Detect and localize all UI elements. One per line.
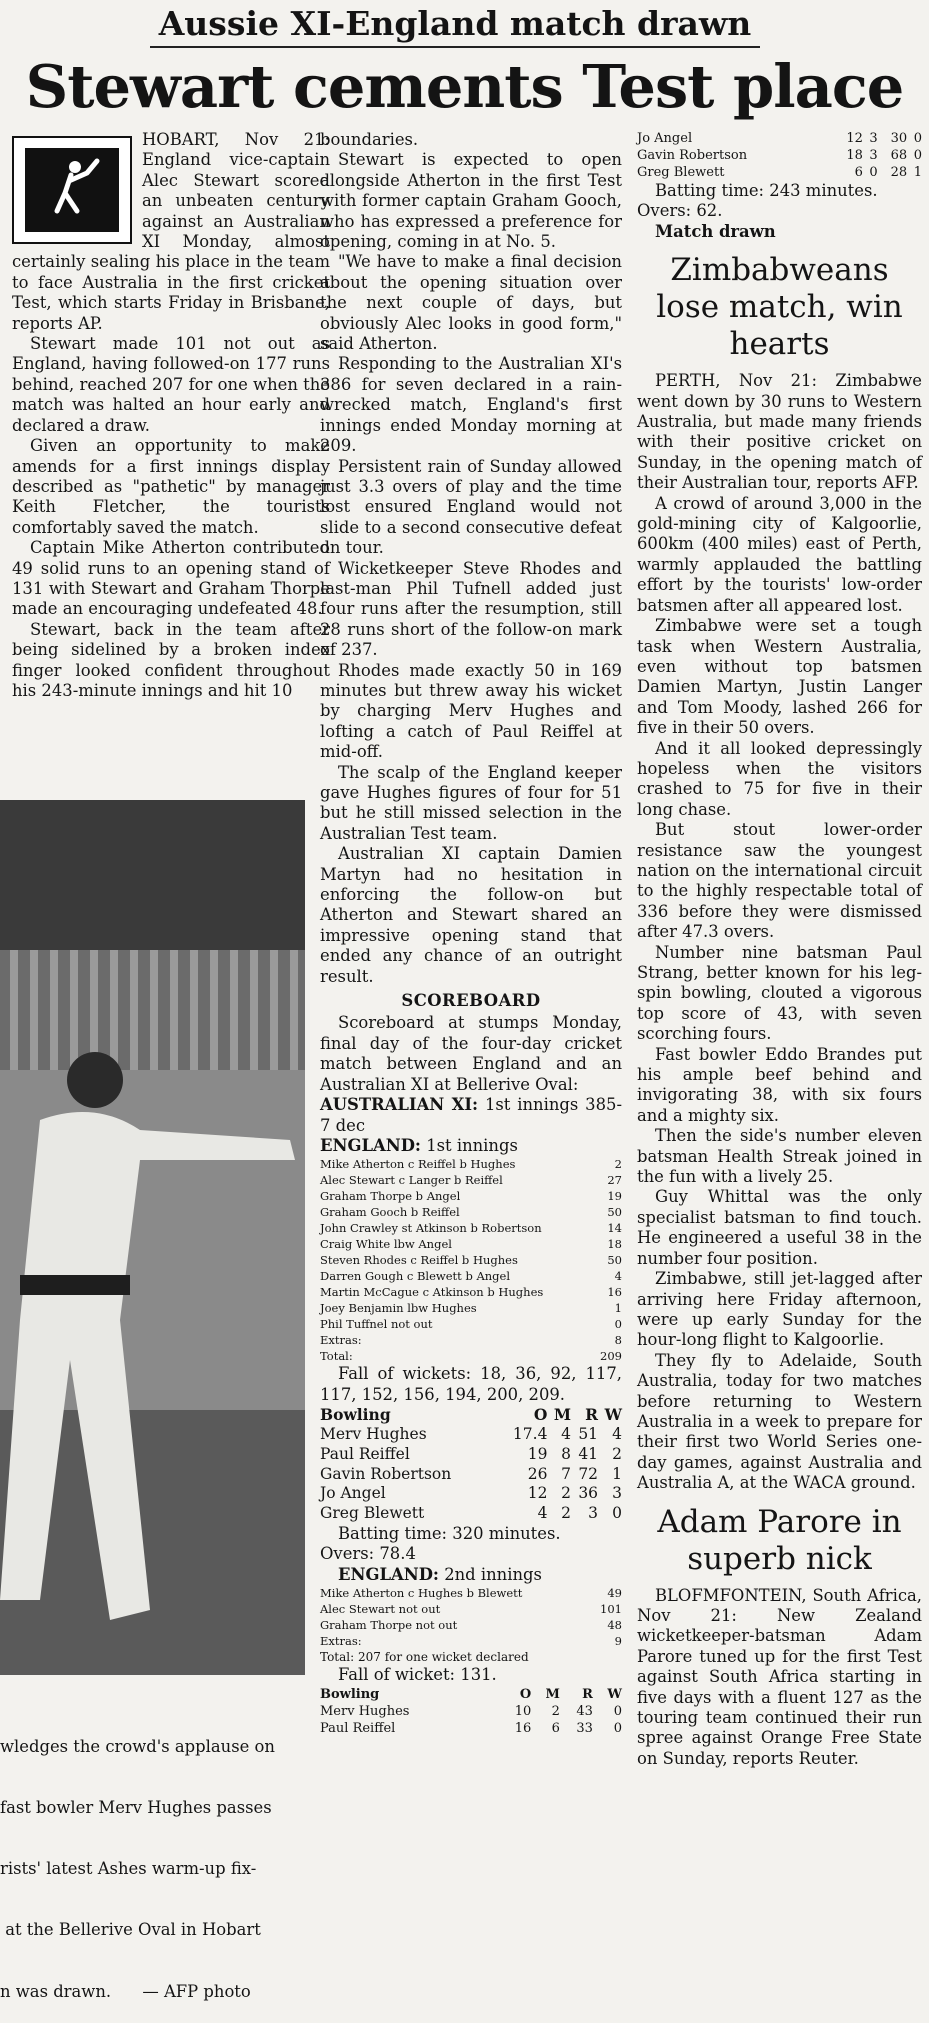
batsman-name: Graham Gooch b Reiffel — [320, 1205, 460, 1220]
bowling-figure: 33 — [576, 1720, 593, 1736]
paragraph: A crowd of around 3,000 in the gold-mining city of Kalgoorlie, 600km (400 miles) east of Perth, warmly applauded the battling effort by the tourists' low-order batsmen after all appeared lost. — [637, 493, 922, 615]
batsman-name: Graham Thorpe not out — [320, 1618, 458, 1633]
bowling-figure: 3 — [588, 1504, 599, 1523]
bowling-figure: 2 — [561, 1504, 571, 1523]
bowling-figure: 30 — [890, 131, 908, 146]
paragraph: Stewart is expected to open alongside Atherton in the first Test with former captain Graham Gooch, who has expressed a preference for opening, coming in at No. 5. — [320, 150, 622, 252]
bowling-figure: 0 — [869, 165, 878, 180]
bowling-figure: 4 — [537, 1504, 548, 1523]
bowling-figure: 43 — [576, 1703, 593, 1719]
batsman-name: Alec Stewart c Langer b Reiffel — [320, 1173, 503, 1188]
batsman-runs: 101 — [600, 1602, 622, 1617]
photo-caption — [0, 1696, 305, 2023]
batting-row — [320, 1332, 622, 1348]
bowling-row — [320, 1465, 622, 1485]
bowling-figure: 51 — [578, 1424, 599, 1443]
batting-row — [320, 1156, 622, 1172]
batting-row — [320, 1348, 622, 1364]
batsman-name: Darren Gough c Blewett b Angel — [320, 1269, 511, 1284]
overs-2: Overs: 62. — [637, 201, 723, 221]
paragraph: Then the side's number eleven batsman Health Streak joined in the fun with a lively 25. — [637, 1126, 922, 1187]
paragraph: "We have to make a final decision about the opening situation over the next couple of days, but obviously Alec looks in good form," said Atherton. — [320, 252, 622, 354]
batsman-runs: 19 — [607, 1189, 622, 1204]
batting-row — [320, 1220, 622, 1236]
photo-merv-hughes — [0, 800, 305, 1675]
batsman-name: John Crawley st Atkinson b Robertson — [320, 1221, 542, 1236]
bowling-figure: 17.4 — [512, 1424, 548, 1443]
bowling-header-cell: W — [604, 1405, 622, 1425]
bowling-figure: 4 — [561, 1424, 571, 1443]
bowling-row — [637, 147, 922, 164]
paragraph: Wicketkeeper Steve Rhodes and last-man Phil Tufnell added just four runs after the resumption, still 28 runs short of the follow-on mark of 237. — [320, 558, 622, 660]
bowling-figure: 10 — [514, 1703, 532, 1719]
batsman-runs: 27 — [607, 1173, 622, 1188]
bowling-figure: 68 — [890, 148, 908, 163]
fall-of-wickets-1: Fall of wickets: 18, 36, 92, 117, 117, 152, 156, 194, 200, 209. — [320, 1364, 622, 1404]
batsman-name: Craig White lbw Angel — [320, 1237, 452, 1252]
bowling-figure: 0 — [612, 1504, 622, 1523]
eng1-innings — [320, 1136, 622, 1156]
bowling-figure: 41 — [578, 1444, 599, 1463]
bowler-name: Paul Reiffel — [320, 1720, 396, 1736]
headline: Stewart cements Test place — [25, 52, 904, 121]
paragraph: Captain Mike Atherton contributed 49 solid runs to an opening stand of 131 with Stewart and Graham Thorpe made an encouraging undefeated 48. — [12, 538, 330, 619]
batting-row — [320, 1188, 622, 1204]
paragraph: Fast bowler Eddo Brandes put his ample beef behind and invigorating 38, with six fours and a mighty six. — [637, 1044, 922, 1125]
batting-row — [320, 1617, 622, 1633]
bowling-figure: 16 — [514, 1720, 532, 1736]
eng2-rest: 2nd innings — [444, 1564, 542, 1584]
overs-1: Overs: 78.4 — [320, 1544, 416, 1564]
bowling-figure: 7 — [561, 1464, 571, 1483]
bowling-figure: 2 — [551, 1703, 560, 1719]
paragraph: BLOFMFONTEIN, South Africa, Nov 21: New Zealand wicketkeeper-batsman Adam Parore tuned up for the first Test against South Africa starting in five days with a fluent 127 as the touring team continued their run spree against Orange Free State on Sunday, reports Reuter. — [637, 1585, 922, 1768]
batsman-runs: 8 — [614, 1333, 622, 1348]
bowling-figure: 19 — [527, 1444, 548, 1463]
eng2-batting-table — [320, 1585, 622, 1649]
aus-innings — [320, 1095, 622, 1136]
bowling-row — [637, 130, 922, 147]
eng2-innings — [320, 1565, 622, 1585]
total-2: Total: 207 for one wicket declared — [320, 1650, 529, 1665]
batting-row — [320, 1252, 622, 1268]
paragraph: But stout lower-order resistance saw the youngest nation on the international circuit to the highly respectable total of 336 before they were dismissed after 47.3 overs. — [637, 820, 922, 942]
bowling-row — [320, 1445, 622, 1465]
batsman-runs: 2 — [614, 1157, 622, 1172]
bowling-figure: 18 — [846, 148, 863, 163]
paragraph: Given an opportunity to make amends for a first innings display described as "pathetic" by manager Keith Fletcher, the tourists comfortably saved the match. — [12, 436, 330, 537]
batting-row — [320, 1633, 622, 1649]
main-story-col2 — [320, 130, 622, 1737]
cricket-batsman-icon — [37, 155, 107, 225]
bowling-figure: 72 — [578, 1464, 599, 1483]
batsman-name: Steven Rhodes c Reiffel b Hughes — [320, 1253, 518, 1268]
batsman-runs: 4 — [614, 1269, 622, 1284]
batsman-runs: 16 — [607, 1285, 622, 1300]
paragraph: Guy Whittal was the only specialist batsman to find touch. He engineered a useful 38 in the number four position. — [637, 1187, 922, 1268]
batting-row — [320, 1236, 622, 1252]
paragraph: Stewart, back in the team after being sidelined by a broken index finger looked confident throughout his 243-minute innings and hit 10 — [12, 619, 330, 700]
bowling-figure: 0 — [613, 1720, 622, 1736]
batting-row — [320, 1300, 622, 1316]
bowler-name: Jo Angel — [637, 131, 693, 146]
paragraph: Number nine batsman Paul Strang, better known for his leg-spin bowling, clouted a vigorous top score of 43, with seven scorching fours. — [637, 942, 922, 1044]
bowling-figure: 8 — [561, 1444, 571, 1463]
fall-of-wicket-2: Fall of wicket: 131. — [338, 1665, 497, 1685]
bowling-header-cell: O — [519, 1686, 532, 1702]
bowler-name: Greg Blewett — [637, 165, 725, 180]
zimbabwe-story — [637, 371, 922, 1493]
batting-row — [320, 1204, 622, 1220]
bowler-photo-icon — [0, 800, 305, 1675]
caption-line: rists' latest Ashes warm-up fix- — [0, 1859, 257, 1879]
bowling-figure: 1 — [612, 1464, 622, 1483]
bowling-header-cell: Bowling — [320, 1686, 380, 1702]
bowling-figure: 12 — [846, 131, 863, 146]
batsman-runs: 1 — [614, 1301, 622, 1316]
batsman-runs: 50 — [607, 1253, 622, 1268]
paragraph: Zimbabwe were set a tough task when Western Australia, even without top batsmen Damien Martyn, Justin Langer and Tom Moody, lashed 266 for five in their 50 overs. — [637, 616, 922, 738]
bowling-header-cell: M — [545, 1686, 560, 1702]
caption-line: fast bowler Merv Hughes passes — [0, 1798, 272, 1818]
batsman-name: Mike Atherton c Hughes b Blewett — [320, 1586, 523, 1601]
paragraph: Responding to the Australian XI's 386 for seven declared in a rain-wrecked match, England's first innings ended Monday morning at 209. — [320, 354, 622, 456]
match-result: Match drawn — [655, 221, 776, 241]
bowling-header — [320, 1686, 622, 1703]
bowling-figure: 28 — [890, 165, 908, 180]
eng1-label: ENGLAND: — [320, 1135, 421, 1155]
main-story-col2-text — [320, 130, 622, 987]
aus-label: AUSTRALIAN XI: — [320, 1095, 479, 1115]
column-logo — [12, 136, 132, 244]
bowler-name: Merv Hughes — [320, 1703, 410, 1719]
batsman-name: Graham Thorpe b Angel — [320, 1189, 461, 1204]
bowling-row — [320, 1504, 622, 1524]
bowler-name: Merv Hughes — [320, 1424, 427, 1443]
col3 — [637, 130, 922, 1769]
bowling-row — [637, 164, 922, 181]
bowling-figure: 3 — [612, 1484, 622, 1503]
batsman-name: Phil Tuffnel not out — [320, 1317, 433, 1332]
paragraph: And it all looked depressingly hopeless when the visitors crashed to 75 for five in their long chase. — [637, 738, 922, 819]
caption-line: wledges the crowd's applause on — [0, 1736, 275, 1756]
caption-line: n was drawn. — AFP photo — [0, 1981, 251, 2001]
bowling-header-cell: Bowling — [320, 1405, 391, 1425]
main-story-col1 — [12, 130, 330, 701]
bowling-figure: 0 — [913, 148, 922, 163]
scoreboard-title: SCOREBOARD — [401, 991, 541, 1011]
bowling-row — [320, 1425, 622, 1445]
bowling1-table — [320, 1405, 622, 1524]
bowling2-cont-table — [637, 130, 922, 181]
batsman-name: Alec Stewart not out — [320, 1602, 441, 1617]
bowling-row — [320, 1703, 622, 1720]
batsman-runs: 49 — [607, 1586, 622, 1601]
bowling-figure: 4 — [612, 1424, 622, 1443]
eng1-batting-table — [320, 1156, 622, 1364]
scoreboard-intro: Scoreboard at stumps Monday, final day of the four-day cricket match between England and an Australian XI at Bellerive Oval: — [320, 1013, 622, 1094]
bowling-figure: 6 — [854, 165, 863, 180]
bowling-figure: 12 — [527, 1484, 548, 1503]
batting-row — [320, 1172, 622, 1188]
eng1-rest: 1st innings — [426, 1135, 518, 1155]
eng2-label: ENGLAND: — [338, 1564, 439, 1584]
bowling-figure: 3 — [869, 148, 878, 163]
batsman-name: Extras: — [320, 1333, 362, 1348]
kicker: Aussie XI-England match drawn — [150, 4, 760, 48]
batsman-runs: 9 — [614, 1634, 622, 1649]
bowling-figure: 0 — [913, 131, 922, 146]
batsman-name: Martin McCague c Atkinson b Hughes — [320, 1285, 544, 1300]
bowler-name: Gavin Robertson — [637, 148, 748, 163]
caption-line: at the Bellerive Oval in Hobart — [0, 1920, 261, 1940]
batsman-name: Extras: — [320, 1634, 362, 1649]
bowling-header-cell: M — [553, 1405, 571, 1425]
batsman-runs: 18 — [607, 1237, 622, 1252]
bowling-figure: 26 — [527, 1464, 548, 1483]
bowling-header-cell: R — [585, 1405, 599, 1425]
bowler-name: Greg Blewett — [320, 1504, 425, 1523]
paragraph: HOBART, Nov 21: England vice-captain Alec Stewart scored an unbeaten century against an Australian XI Monday, almost certainly sealing his place in the team to face Australia in the first cricket Test, which starts Friday in Brisbane, reports AP. — [12, 130, 330, 333]
batsman-runs: 50 — [607, 1205, 622, 1220]
batting-row — [320, 1268, 622, 1284]
bowling-figure: 2 — [561, 1484, 571, 1503]
bowling-header — [320, 1405, 622, 1425]
paragraph: Zimbabwe, still jet-lagged after arriving here Friday afternoon, were up early Sunday for the hour-long flight to Kalgoorlie. — [637, 1269, 922, 1350]
aus-rest: 1st innings 385-7 dec — [320, 1095, 622, 1135]
parore-story — [637, 1586, 922, 1770]
batsman-runs: 209 — [600, 1349, 622, 1364]
bowler-name: Gavin Robertson — [320, 1464, 452, 1483]
batting-time-2: Batting time: 243 minutes. — [655, 181, 878, 200]
bowling2-table — [320, 1686, 622, 1737]
zimbabwe-headline: Zimbabweans lose match, win hearts — [656, 252, 903, 363]
bowling-header-cell: R — [582, 1686, 593, 1702]
bowling-figure: 2 — [612, 1444, 622, 1463]
batting-time-1: Batting time: 320 minutes. — [338, 1523, 561, 1543]
batting-row — [320, 1284, 622, 1300]
bowling-header-cell: W — [607, 1686, 622, 1702]
bowling-figure: 1 — [913, 165, 922, 180]
bowling-figure: 0 — [613, 1703, 622, 1719]
bowling-header-cell: O — [533, 1405, 548, 1425]
batsman-name: Joey Benjamin lbw Hughes — [320, 1301, 477, 1316]
paragraph: Australian XI captain Damien Martyn had no hesitation in enforcing the follow-on but Atherton and Stewart shared an impressive opening stand that ended any chance of an outright result. — [320, 844, 622, 986]
paragraph: PERTH, Nov 21: Zimbabwe went down by 30 runs to Western Australia, but made many friends with their positive cricket on Sunday, in the opening match of their Australian tour, reports AFP. — [637, 371, 922, 493]
paragraph: They fly to Adelaide, South Australia, today for two matches before returning to Western Australia in a week to prepare for their first two World Series one-day games, against Australia and Australia A, at the WACA ground. — [637, 1350, 922, 1493]
paragraph: Rhodes made exactly 50 in 169 minutes but threw away his wicket by charging Merv Hughes and lofting a catch of Paul Reiffel at mid-off. — [320, 660, 622, 762]
batting-row — [320, 1601, 622, 1617]
bowling-row — [320, 1484, 622, 1504]
paragraph: Persistent rain of Sunday allowed just 3.3 overs of play and the time lost ensured England would not slide to a second consecutive defeat on tour. — [320, 456, 622, 558]
batsman-runs: 0 — [614, 1317, 622, 1332]
batsman-runs: 14 — [607, 1221, 622, 1236]
bowler-name: Paul Reiffel — [320, 1444, 410, 1463]
bowling-row — [320, 1720, 622, 1737]
bowler-name: Jo Angel — [320, 1484, 386, 1503]
bowling-figure: 3 — [869, 131, 878, 146]
batsman-runs: 48 — [607, 1618, 622, 1633]
paragraph: The scalp of the England keeper gave Hughes figures of four for 51 but he still missed selection in the Australian Test team. — [320, 762, 622, 843]
batting-row — [320, 1585, 622, 1601]
paragraph: boundaries. — [320, 130, 419, 149]
bowling-figure: 36 — [578, 1484, 599, 1503]
batsman-name: Total: — [320, 1349, 353, 1364]
batsman-name: Mike Atherton c Reiffel b Hughes — [320, 1157, 516, 1172]
paragraph: Stewart made 101 not out as England, having followed-on 177 runs behind, reached 207 for one when the match was halted an hour early and declared a draw. — [12, 334, 330, 435]
bowling-figure: 6 — [551, 1720, 560, 1736]
parore-headline: Adam Parore in superb nick — [657, 1503, 902, 1577]
batting-row — [320, 1316, 622, 1332]
